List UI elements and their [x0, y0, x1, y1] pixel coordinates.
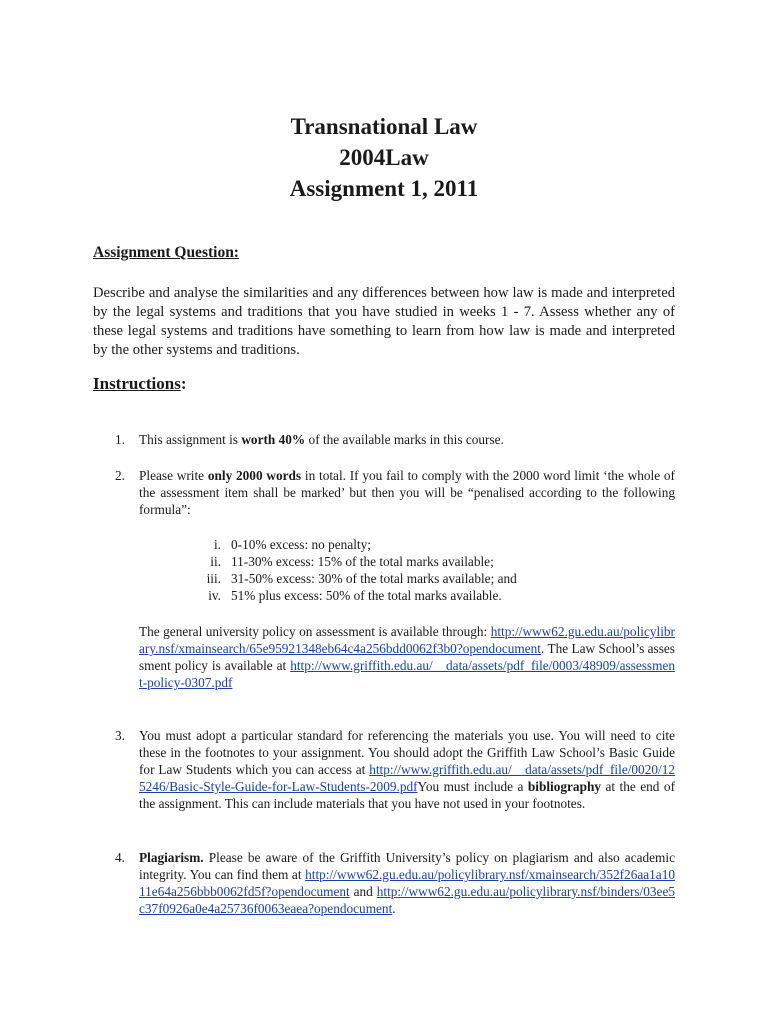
plagiarism-policy-link[interactable]: http://www62.gu.edu.au/policylibrary.nsf/xmainsearch/352f26aa1a1011e64a256bbb0062fd5f?opendocument	[139, 867, 675, 899]
assignment-title: Assignment 1, 2011	[289, 176, 479, 201]
item-text	[139, 467, 675, 518]
question-text: Describe and analyse the similarities and any differences between how law is made and interpreted by the legal systems and traditions that you have studied in weeks 1 - 7. Assess whether any of these legal systems and traditions have something to learn from how law is made and interpreted by the other systems and traditions.	[93, 285, 675, 358]
penalty-text: 11-30% excess: 15% of the total marks available;	[231, 554, 494, 569]
item-text	[139, 727, 675, 812]
course-title: Transnational Law	[290, 114, 478, 139]
item-text	[139, 431, 675, 448]
policy-text-part: The general university policy on assessment is available through:	[139, 624, 491, 639]
item-bold-text: bibliography	[527, 779, 602, 794]
penalty-numeral: i.	[213, 537, 221, 552]
penalty-text: 31-50% excess: 30% of the total marks available; and	[231, 571, 517, 586]
item-text-part: Please be aware of the Griffith University’s policy on plagiarism and also academic integrity. You can find them at	[139, 850, 675, 882]
penalty-numeral: iii.	[206, 571, 221, 586]
penalty-text: 51% plus excess: 50% of the total marks available.	[231, 588, 502, 603]
item-text-part: Please write	[139, 468, 208, 483]
style-guide-link[interactable]: http://www.griffith.edu.au/__data/assets/pdf_file/0020/125246/Basic-Style-Guide-for-Law-Students-2009.pdf	[139, 762, 675, 794]
item-text-part: .	[392, 901, 396, 916]
item-text-part: and	[349, 884, 377, 899]
penalty-text: 0-10% excess: no penalty;	[231, 537, 371, 552]
question-heading: Assignment Question:	[93, 244, 239, 261]
item-bold-text: worth 40%	[241, 432, 306, 447]
item-text	[139, 849, 675, 917]
item-text-part: in total. If you fail to comply with the 2000 word limit ‘the whole of the assessment item shall be marked’ but then you will be “penalised according to the following formula”:	[139, 468, 675, 517]
item-text-part: You must adopt a particular standard for referencing the materials you use. You will need to cite these in the footnotes to your assignment. You should adopt the Griffith Law School’s Basic Guide for Law Students which you can access at	[139, 728, 675, 777]
item-number: 1.	[115, 432, 125, 447]
document-title	[93, 111, 675, 204]
university-policy-link[interactable]: http://www62.gu.edu.au/policylibrary.nsf/xmainsearch/65e95921348eb64c4a256bdd0062f3b0?opendocument	[139, 624, 675, 656]
item-number: 4.	[115, 850, 125, 865]
item-text-part: at the end of the assignment. This can include materials that you have not used in your footnotes.	[139, 779, 675, 811]
item-number: 2.	[115, 468, 125, 483]
course-code: 2004Law	[339, 145, 429, 170]
instructions-heading-text: Instructions	[93, 374, 181, 393]
item-text-part: This assignment is	[139, 432, 242, 447]
academic-integrity-link[interactable]: http://www62.gu.edu.au/policylibrary.nsf/binders/03ee5c37f0926a0e4a25736f0063eaea?opendocument	[139, 884, 675, 916]
item-text-part: You must include a	[417, 779, 528, 794]
instructions-heading	[93, 374, 187, 394]
law-school-policy-link[interactable]: http://www.griffith.edu.au/__data/assets/pdf_file/0003/48909/assessment-policy-0307.pdf	[139, 658, 675, 690]
instructions-heading-colon: :	[180, 374, 187, 393]
penalty-numeral: iv.	[208, 588, 221, 603]
item-bold-text: only 2000 words	[207, 468, 302, 483]
penalty-numeral: ii.	[210, 554, 221, 569]
policy-text-part: . The Law School’s assessment policy is available at	[139, 641, 675, 673]
item-bold-text: Plagiarism.	[139, 850, 204, 865]
item-number: 3.	[115, 728, 125, 743]
item-text-part: of the available marks in this course.	[305, 432, 504, 447]
policy-text	[139, 623, 675, 691]
